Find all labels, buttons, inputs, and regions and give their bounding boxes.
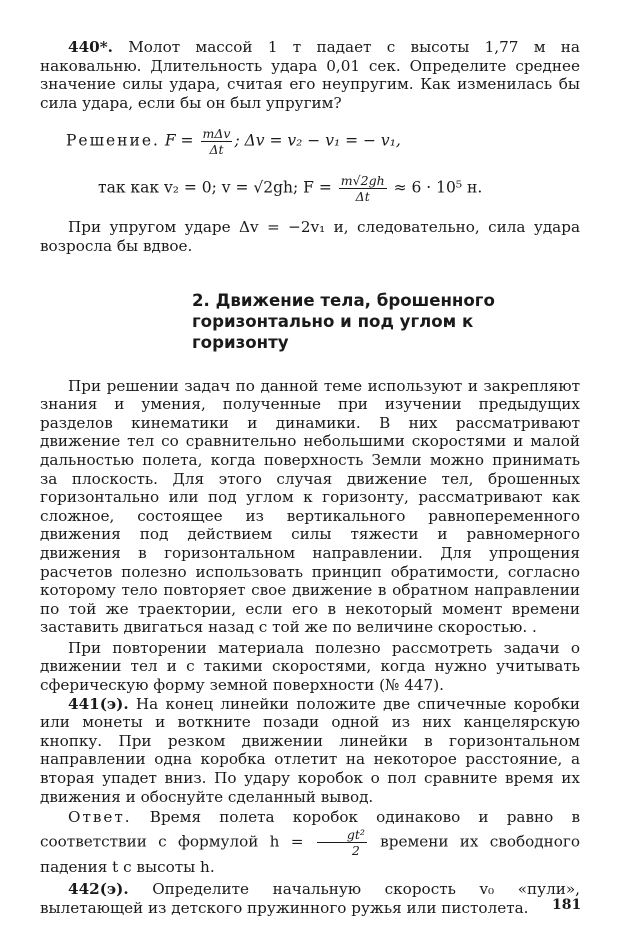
problem-442 bbox=[40, 880, 580, 917]
solution-label: Решение. bbox=[66, 131, 160, 150]
section-heading: 2. Движение тела, брошенного горизонтально и под углом к горизонту bbox=[192, 290, 495, 352]
formula-2-denominator: Δt bbox=[355, 189, 370, 205]
formula-2-part-2: ≈ 6 · 10⁵ н. bbox=[393, 178, 483, 197]
elastic-impact-text: При упругом ударе Δv = −2v₁ и, следовательно, сила удара возросла бы вдвое. bbox=[40, 218, 580, 255]
page-content bbox=[40, 38, 580, 918]
formula-1-part-2: ; Δv = v₂ − v₁ = − v₁, bbox=[234, 131, 401, 150]
formula-2-numerator: m√2gh bbox=[340, 173, 385, 189]
formula-1-numerator: mΔv bbox=[202, 126, 231, 142]
formula-1-denominator: Δt bbox=[209, 142, 224, 158]
formula-2-fraction bbox=[339, 173, 387, 204]
problem-441-answer bbox=[40, 808, 580, 876]
body-paragraph-1: При решении задач по данной теме используют и закрепляют знания и умения, полученные при изучении предыдущих разделов кинематики и динамики. В них рассматривают движение тел со сравнительно небольшими скоростями и малой дальностью полета, когда поверхность Земли можно принимать за плоскость. Для этого случая движение тел, брошенных горизонтально или под углом к горизонту, рассматривают как сложное, состоящее из вертикального равнопеременного движения под действием силы тяжести и равномерного движения в горизонтальном направлении. Для упрощения расчетов полезно использовать принцип обратимости, согласно которому тело повторяет свое движение в обратном направлении по той же траектории, если его в некоторый момент времени заставить двигаться назад с той же по величине скоростью. . bbox=[40, 376, 580, 637]
solution-formula-1 bbox=[66, 126, 580, 157]
problem-441-text: На конец линейки положите две спичечные коробки или монеты и воткните позади одной из них канцелярскую кнопку. При резком движении линейки в горизонтальном направлении одна коробка отлетит на некоторое расстояние, а вторая упадет вниз. По удару коробок о пол сравните время их движения и обоснуйте сделанный вывод. bbox=[40, 694, 580, 806]
answer-numerator: gt² bbox=[317, 827, 367, 843]
problem-441-number: 441(э). bbox=[68, 694, 129, 713]
answer-part-2: времени их свободного падения t с высоты h. bbox=[40, 832, 580, 876]
page-number: 181 bbox=[552, 897, 582, 913]
answer-label: Ответ. bbox=[68, 808, 132, 827]
problem-442-text: Определите начальную скорость v₀ «пули», вылетающей из детского пружинного ружья или пистолета. bbox=[40, 880, 580, 917]
solution-formula-2 bbox=[98, 173, 580, 204]
problem-440 bbox=[40, 38, 580, 112]
problem-441 bbox=[40, 695, 580, 807]
problem-442-number: 442(э). bbox=[68, 880, 129, 899]
answer-fraction bbox=[317, 827, 367, 858]
problem-440-text: Молот массой 1 т падает с высоты 1,77 м на наковальню. Длительность удара 0,01 сек. Определите среднее значение силы удара, считая его неупругим. Как изменилась бы сила удара, если бы он был упругим? bbox=[40, 38, 580, 112]
answer-denominator: 2 bbox=[351, 842, 360, 858]
formula-2-part-1: так как v₂ = 0; v = √2gh; F = bbox=[98, 178, 332, 197]
answer-part-1: Время полета коробок одинаково и равно в соответствии с формулой h = bbox=[40, 808, 580, 851]
formula-1-fraction bbox=[201, 126, 233, 157]
formula-1-part-1: F = bbox=[159, 131, 194, 150]
problem-440-number: 440*. bbox=[68, 38, 113, 56]
body-paragraph-2: При повторении материала полезно рассмотреть задачи о движении тел и с такими скоростями, когда нужно учитывать сферическую форму земной поверхности (№ 447). bbox=[40, 638, 580, 695]
